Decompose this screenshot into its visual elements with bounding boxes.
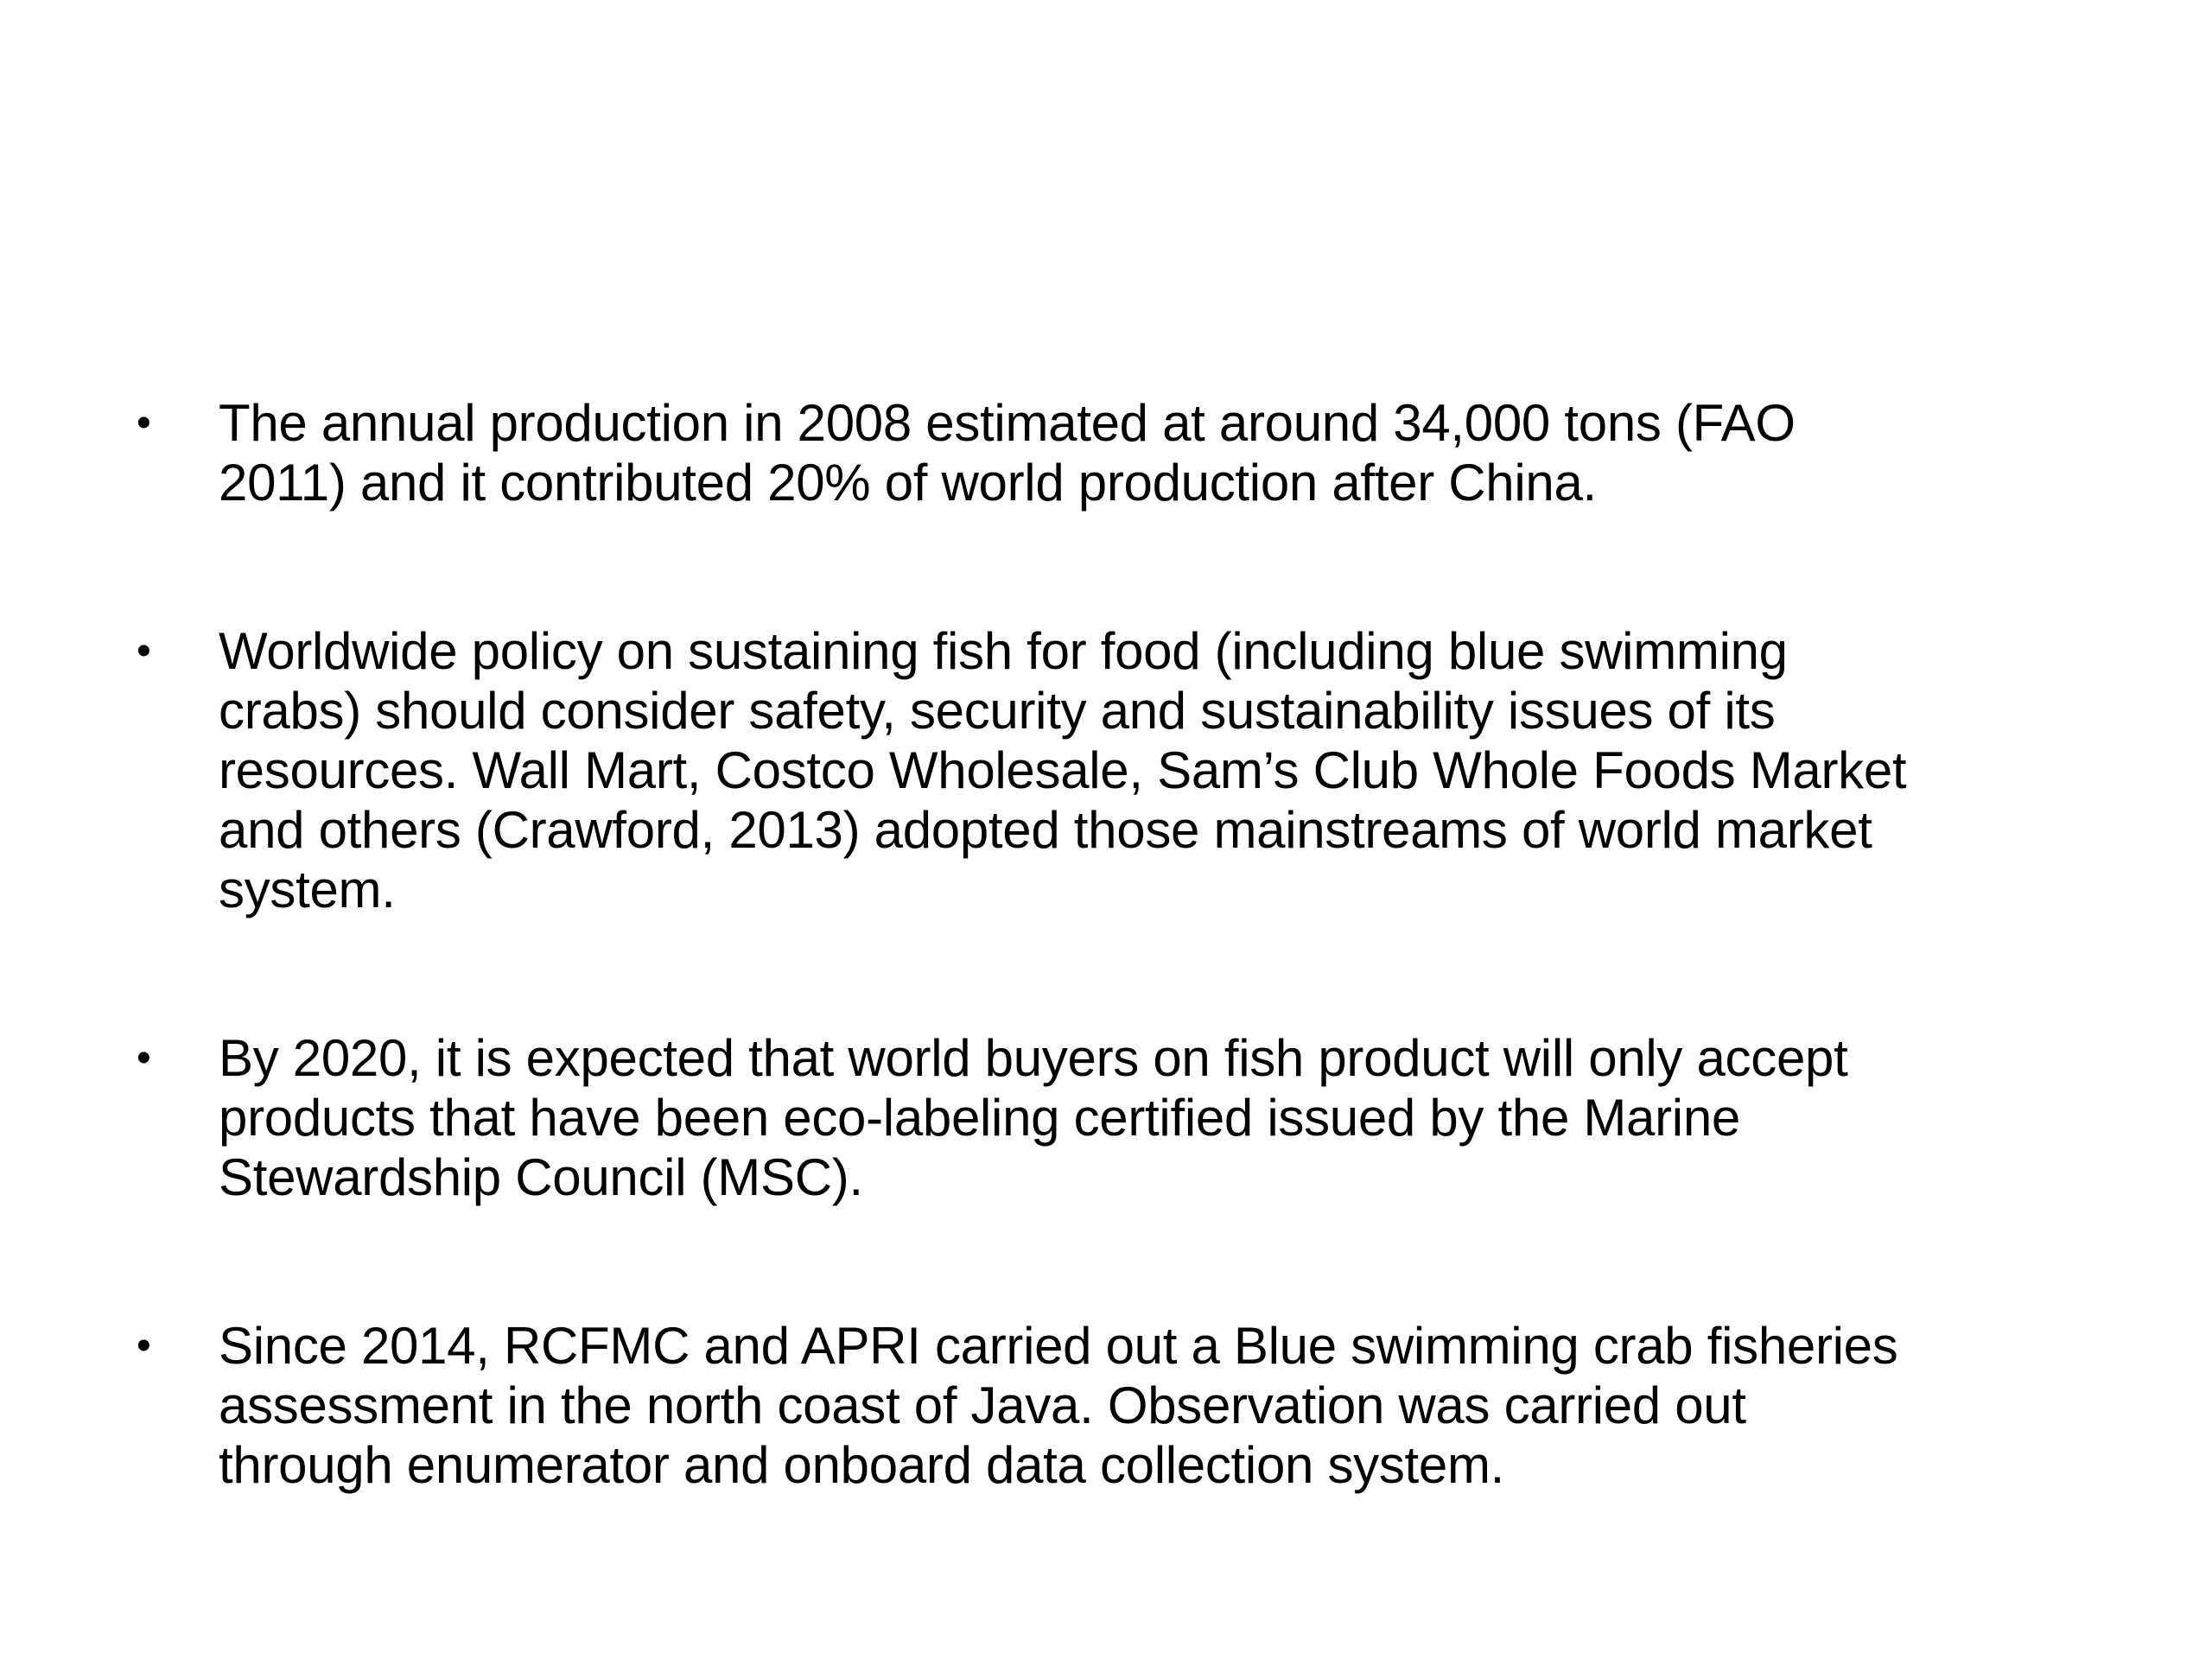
bullet-item-4 bbox=[128, 1316, 2141, 1495]
bullet-line: Worldwide policy on sustaining fish for food (including blue swimming bbox=[219, 622, 1788, 680]
bullet-line: Since 2014, RCFMC and APRI carried out a Blue swimming crab fisheries bbox=[219, 1317, 1898, 1375]
bullet-dot-icon: • bbox=[137, 1323, 151, 1369]
bullet-dot-icon: • bbox=[137, 628, 151, 674]
bullet-item-2 bbox=[128, 621, 2141, 919]
bullet-line: through enumerator and onboard data collection system. bbox=[219, 1436, 1505, 1494]
bullet-line: products that have been eco-labeling certified issued by the Marine bbox=[219, 1089, 1740, 1147]
bullet-line: 2011) and it contributed 20% of world production after China. bbox=[219, 454, 1597, 512]
bullet-line: crabs) should consider safety, security and sustainability issues of its bbox=[219, 682, 1776, 740]
bullet-line: The annual production in 2008 estimated at around 34,000 tons (FAO bbox=[219, 394, 1796, 452]
bullet-line: assessment in the north coast of Java. Observation was carried out bbox=[219, 1376, 1746, 1434]
bullet-line: resources. Wall Mart, Costco Wholesale, Sam’s Club Whole Foods Market bbox=[219, 741, 1907, 799]
bullet-line: Stewardship Council (MSC). bbox=[219, 1148, 863, 1206]
bullet-list bbox=[128, 393, 2141, 1495]
bullet-line: and others (Crawford, 2013) adopted those mainstreams of world market bbox=[219, 801, 1872, 859]
bullet-dot-icon: • bbox=[137, 400, 151, 446]
bullet-line: system. bbox=[219, 861, 396, 918]
bullet-line: By 2020, it is expected that world buyers on fish product will only accept bbox=[219, 1029, 1848, 1087]
bullet-dot-icon: • bbox=[137, 1035, 151, 1081]
bullet-item-3 bbox=[128, 1028, 2141, 1207]
bullet-item-1 bbox=[128, 393, 2141, 512]
slide-content bbox=[128, 393, 2141, 1495]
